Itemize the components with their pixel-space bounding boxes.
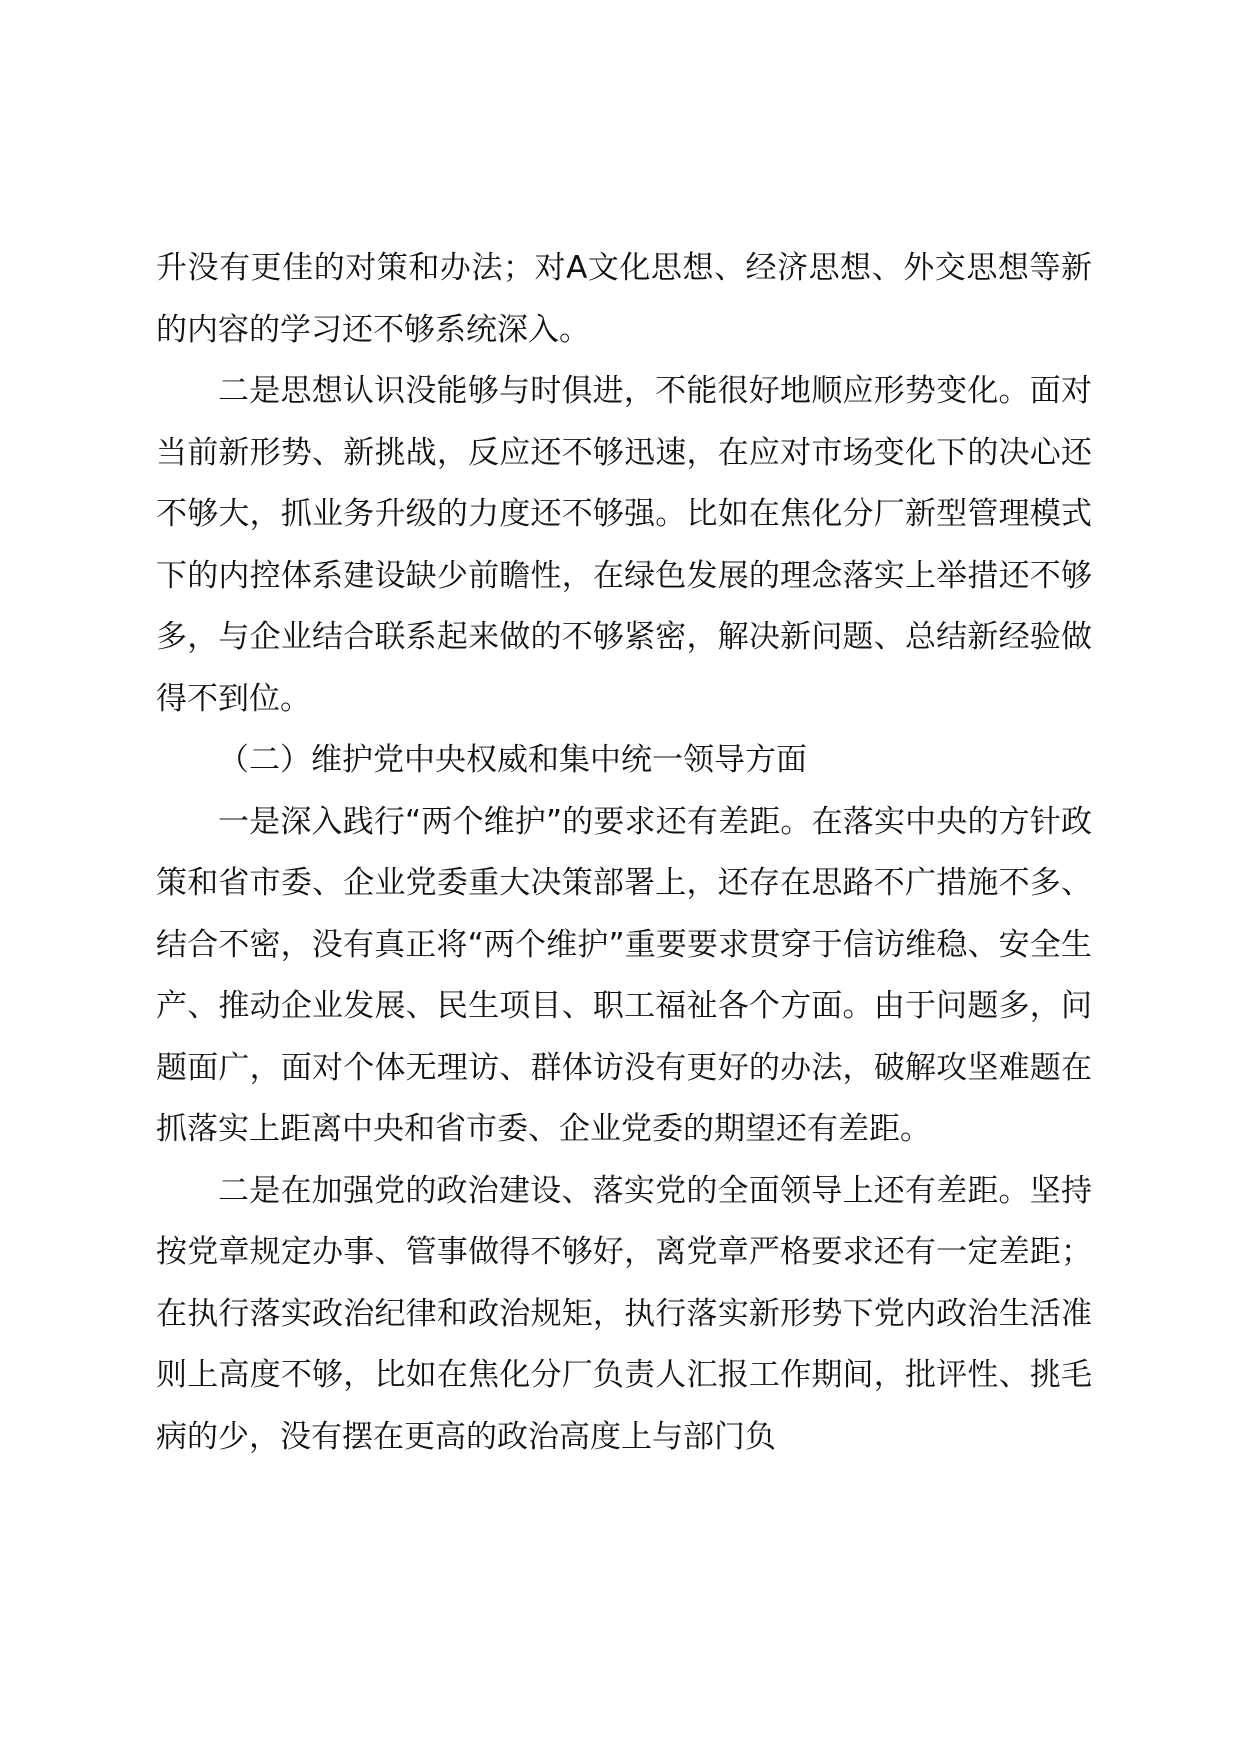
paragraph: 二是在加强党的政治建设、落实党的全面领导上还有差距。坚持按党章规定办事、管事做得不够好，离党章严格要求还有一定差距；在执行落实政治纪律和政治规矩，执行落实新形势下党内政治生活准则上高度不够，比如在焦化分厂负责人汇报工作期间，批评性、挑毛病的少，没有摆在更高的政治高度上与部门负 [156, 1172, 1092, 1455]
paragraph: 一是深入践行“两个维护”的要求还有差距。在落实中央的方针政策和省市委、企业党委重大决策部署上，还存在思路不广措施不多、结合不密，没有真正将“两个维护”重要要求贯穿于信访维稳、安全生产、推动企业发展、民生项目、职工福祉各个方面。由于问题多，问题面广，面对个体无理访、群体访没有更好的办法，破解攻坚难题在抓落实上距离中央和省市委、企业党委的期望还有差距。 [156, 803, 1092, 1147]
paragraph-continuation: 升没有更佳的对策和办法；对A文化思想、经济思想、外交思想等新的内容的学习还不够系统深入。 [156, 250, 1092, 348]
section-heading: （二）维护党中央权威和集中统一领导方面 [218, 742, 807, 778]
document-body [156, 238, 1092, 1468]
paragraph: 二是思想认识没能够与时俱进，不能很好地顺应形势变化。面对当前新形势、新挑战，反应还不够迅速，在应对市场变化下的决心还不够大，抓业务升级的力度还不够强。比如在焦化分厂新型管理模式下的内控体系建设缺少前瞻性，在绿色发展的理念落实上举措还不够多，与企业结合联系起来做的不够紧密，解决新问题、总结新经验做得不到位。 [156, 373, 1092, 717]
